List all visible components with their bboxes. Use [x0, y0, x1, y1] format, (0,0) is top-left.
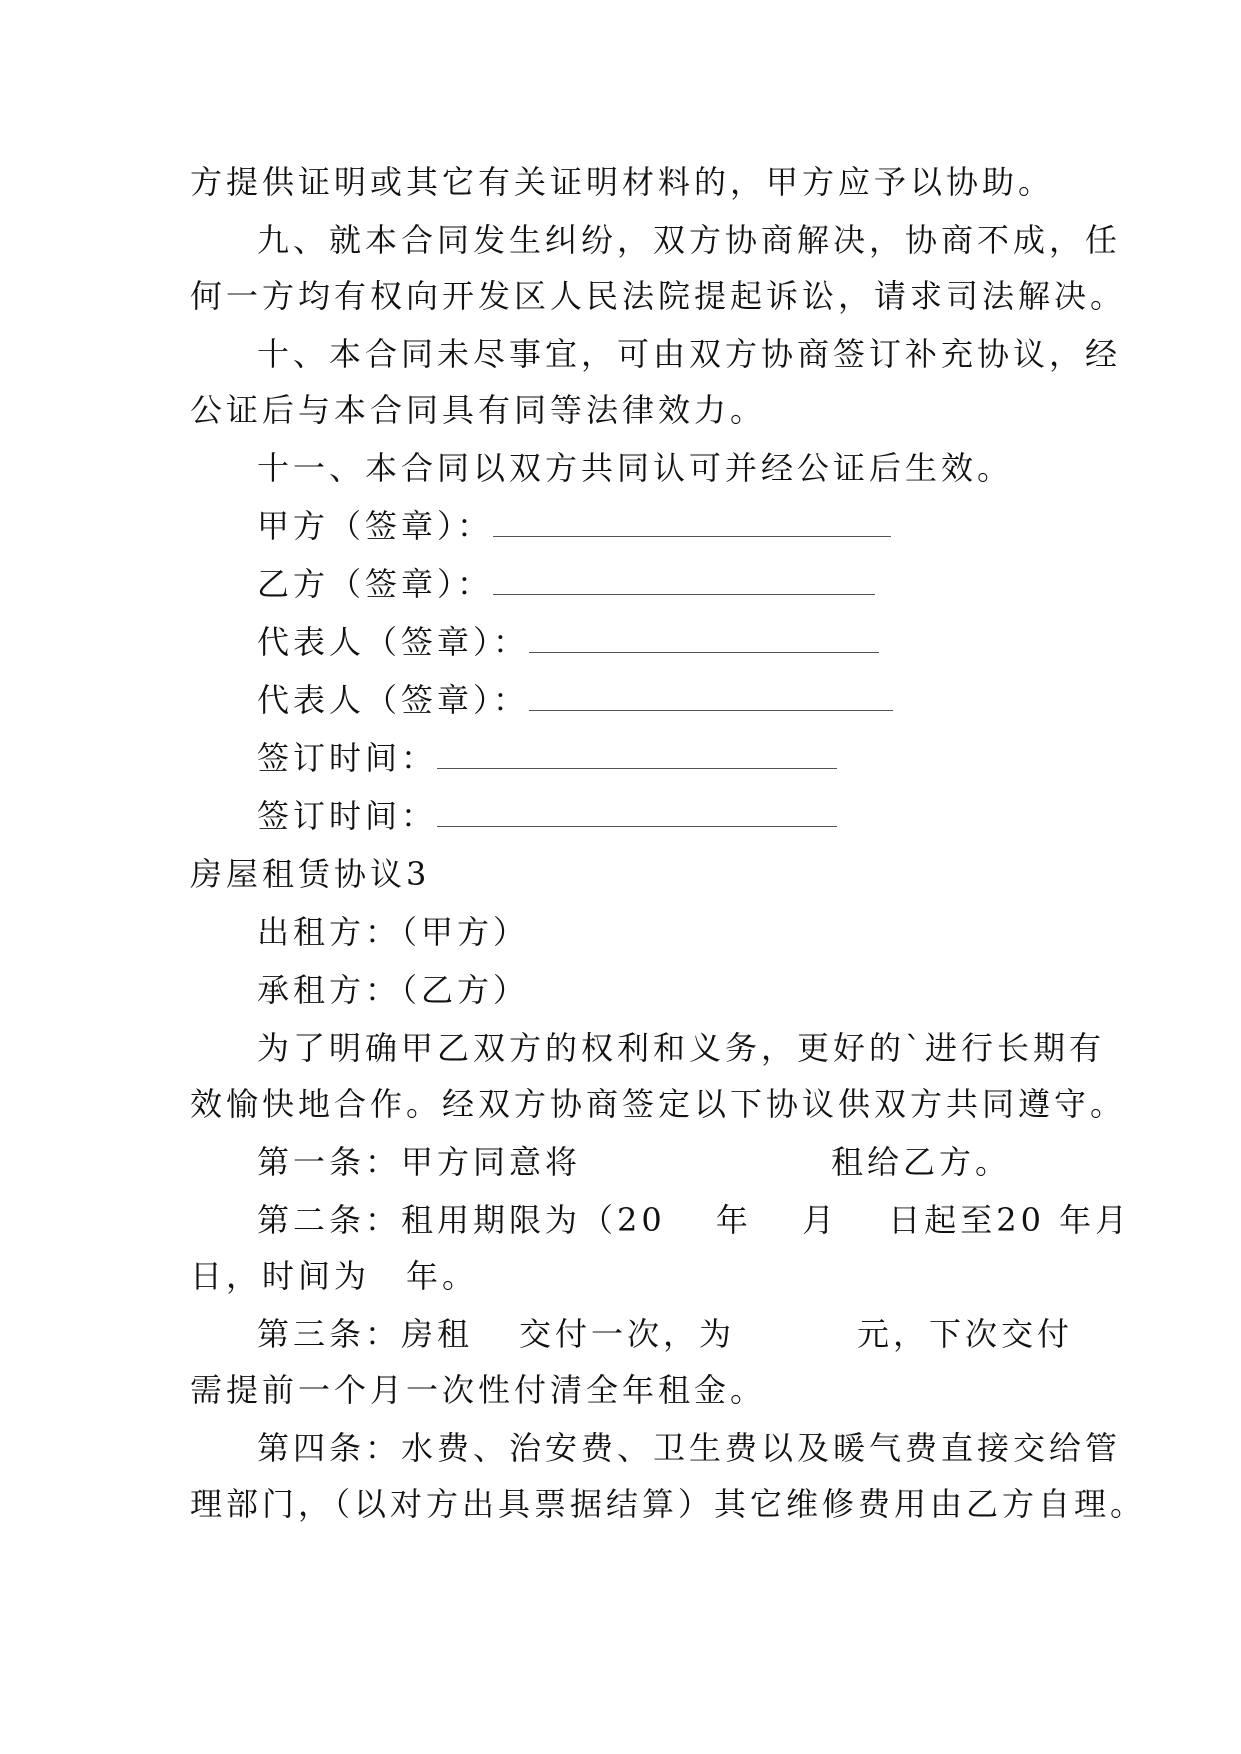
article-4-line-2: 理部门，（以对方出具票据结算）其它维修费用由乙方自理。	[190, 1485, 1147, 1523]
signature-rep-b-label: 代表人（签章）：	[257, 681, 530, 719]
clause-9-line-1: 九、就本合同发生纠纷，双方协商解决，协商不成，任	[257, 221, 1122, 259]
intro-line-1: 为了明确甲乙双方的权利和义务，更好的`进行长期有	[257, 1029, 1106, 1067]
paragraph-continuation: 方提供证明或其它有关证明材料的，甲方应予以协助。	[190, 163, 1055, 201]
clause-10-line-2: 公证后与本合同具有同等法律效力。	[190, 391, 767, 429]
signing-date-a	[257, 736, 837, 780]
intro-line-2: 效愉快地合作。经双方协商签定以下协议供双方共同遵守。	[190, 1085, 1127, 1123]
signature-party-a	[257, 504, 891, 548]
agreement-3-title: 房屋租赁协议3	[190, 855, 431, 893]
clause-11: 十一、本合同以双方共同认可并经公证后生效。	[257, 449, 1014, 487]
signature-party-a-label: 甲方（签章）：	[257, 507, 494, 545]
signature-party-b-label: 乙方（签章）：	[257, 565, 494, 603]
article-2-line-2: 日，时间为 年。	[190, 1257, 479, 1295]
signature-rep-b-blank	[529, 684, 893, 711]
signing-date-b-label: 签订时间：	[257, 797, 438, 835]
article-3-line-2: 需提前一个月一次性付清全年租金。	[190, 1371, 767, 1409]
lessor-line: 出租方：（甲方）	[257, 913, 530, 951]
signature-rep-a-blank	[529, 626, 879, 653]
article-2-line-1: 第二条：租用期限为（20 年 月 日起至20 年月	[257, 1201, 1132, 1239]
clause-9-line-2: 何一方均有权向开发区人民法院提起诉讼，请求司法解决。	[190, 277, 1127, 315]
signing-date-b-blank	[437, 800, 837, 827]
article-1-part-b: 租给乙方。	[831, 1143, 1012, 1181]
signature-party-b	[257, 562, 875, 606]
article-1	[257, 1140, 1011, 1184]
article-3-line-1	[257, 1312, 1073, 1356]
article-3-part-b: 交付一次，为	[519, 1315, 736, 1353]
signature-rep-a	[257, 620, 879, 664]
article-3-part-c: 元，下次交付	[857, 1315, 1074, 1353]
lessee-line: 承租方：（乙方）	[257, 971, 530, 1009]
signature-rep-b	[257, 678, 893, 722]
article-4-line-1: 第四条：水费、治安费、卫生费以及暖气费直接交给管	[257, 1429, 1122, 1467]
article-1-part-a: 第一条：甲方同意将	[257, 1143, 582, 1181]
signature-party-a-blank	[493, 510, 891, 537]
signing-date-a-blank	[437, 742, 837, 769]
signature-rep-a-label: 代表人（签章）：	[257, 623, 530, 661]
signing-date-a-label: 签订时间：	[257, 739, 438, 777]
signature-party-b-blank	[493, 568, 875, 595]
signing-date-b	[257, 794, 837, 838]
article-3-part-a: 第三条：房租	[257, 1315, 474, 1353]
clause-10-line-1: 十、本合同未尽事宜，可由双方协商签订补充协议，经	[257, 335, 1122, 373]
